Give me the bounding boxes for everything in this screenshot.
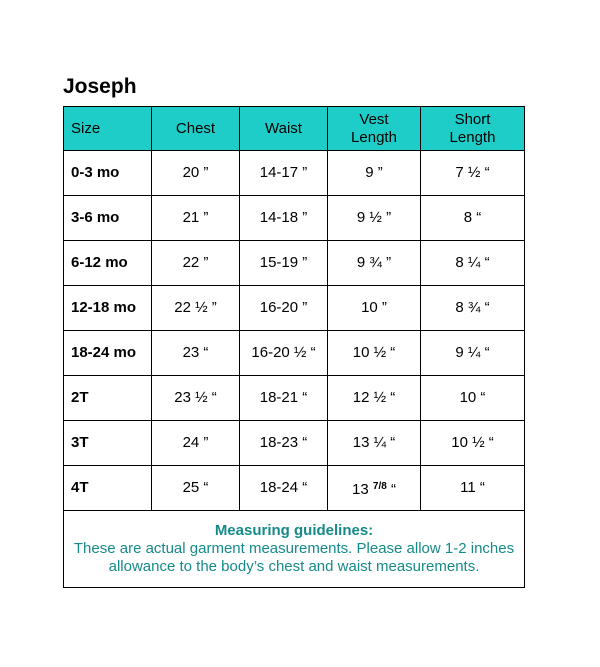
waist-cell: 18-21 “ [240,376,328,421]
column-header-chest [152,107,240,151]
vest-length-cell [328,151,421,196]
waist-cell: 18-23 “ [240,421,328,466]
table-row [64,466,525,511]
table-row [64,331,525,376]
column-header-text: Waist [265,119,302,137]
size-cell: 0-3 mo [64,151,152,196]
column-header-text: Size [71,119,101,137]
short-length-cell: 8 “ [421,196,525,241]
chest-cell: 23 “ [152,331,240,376]
short-length-cell: 11 “ [421,466,525,511]
guidelines-heading: Measuring guidelines: [214,522,374,539]
waist-cell: 15-19 ” [240,241,328,286]
vest-length-value: 9 ” [365,164,383,181]
page-title: Joseph [63,75,137,98]
waist-cell: 18-24 “ [240,466,328,511]
size-cell: 3T [64,421,152,466]
vest-length-cell [328,466,421,511]
vest-length-cell [328,286,421,331]
chest-cell: 22 ½ ” [152,286,240,331]
vest-length-value: 13 ¼ “ [352,434,396,451]
vest-length-value: 9 ½ ” [356,209,392,226]
vest-length-value: 10 ½ “ [352,344,396,361]
table-row [64,151,525,196]
size-cell: 6-12 mo [64,241,152,286]
header-row [64,107,525,151]
guidelines-text-line-2: allowance to the body’s chest and waist measurements. [108,558,480,575]
vest-length-cell [328,421,421,466]
column-header-size [64,107,152,151]
vest-length-cell [328,331,421,376]
column-header-vest-length [328,107,421,151]
table-row [64,196,525,241]
measuring-guidelines [64,511,525,588]
column-header-text: Chest [175,119,216,137]
table-row [64,376,525,421]
size-cell: 18-24 mo [64,331,152,376]
chest-cell: 20 ” [152,151,240,196]
column-header-short-length [421,107,525,151]
vest-length-cell [328,241,421,286]
guidelines-text-line-1: These are actual garment measurements. Please allow 1-2 inches [73,540,515,557]
short-length-cell: 7 ½ “ [421,151,525,196]
short-length-cell: 9 ¼ “ [421,331,525,376]
vest-length-value: 13 [352,480,373,498]
vest-length-cell [328,376,421,421]
short-length-cell: 8 ¼ “ [421,241,525,286]
waist-cell: 14-17 ” [240,151,328,196]
size-cell: 4T [64,466,152,511]
vest-length-cell [328,196,421,241]
waist-cell: 16-20 ½ “ [240,331,328,376]
chest-cell: 23 ½ “ [152,376,240,421]
table-row [64,421,525,466]
short-length-cell: 10 ½ “ [421,421,525,466]
vest-length-unit: “ [386,480,396,498]
table-row [64,241,525,286]
size-cell: 3-6 mo [64,196,152,241]
waist-cell: 14-18 ” [240,196,328,241]
size-chart-table [63,106,525,588]
chest-cell: 21 ” [152,196,240,241]
column-header-text: Length [449,128,496,146]
short-length-cell: 10 “ [421,376,525,421]
size-cell: 12-18 mo [64,286,152,331]
column-header-waist [240,107,328,151]
chest-cell: 25 “ [152,466,240,511]
table-row [64,286,525,331]
chest-cell: 24 ” [152,421,240,466]
vest-length-value: 12 ½ “ [352,389,396,406]
column-header-text: Vest [359,110,389,128]
waist-cell: 16-20 ” [240,286,328,331]
vest-length-value: 9 ¾ ” [356,254,392,271]
vest-length-value: 10 ” [361,299,387,316]
short-length-cell: 8 ¾ “ [421,286,525,331]
column-header-text: Short [454,110,491,128]
size-cell: 2T [64,376,152,421]
vest-length-fraction: 7/8 [372,480,387,492]
chest-cell: 22 ” [152,241,240,286]
footer-row [64,511,525,588]
column-header-text: Length [351,128,397,146]
